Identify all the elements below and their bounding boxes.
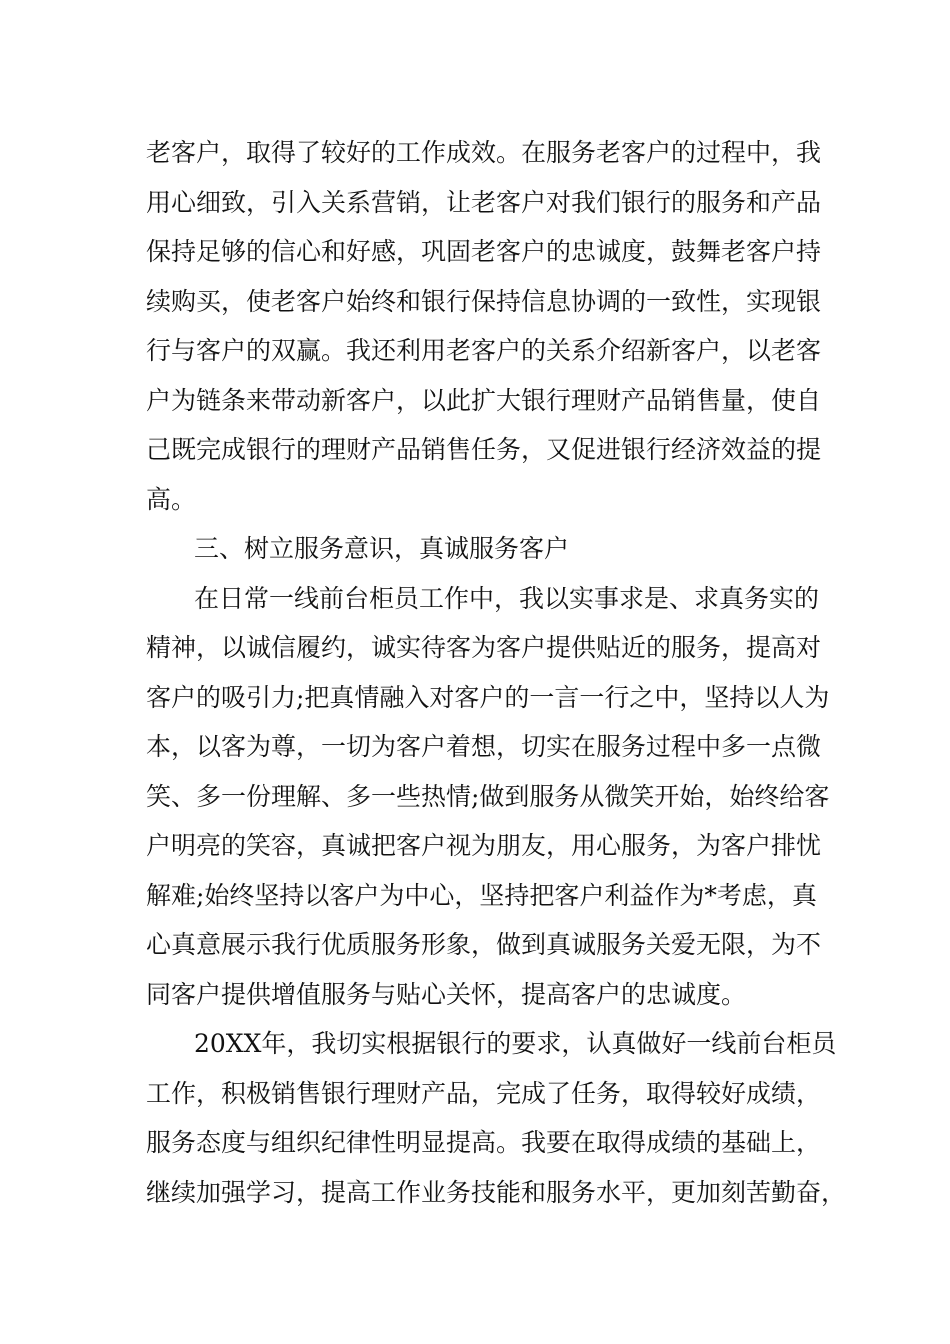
text-line: 精神，以诚信履约，诚实待客为客户提供贴近的服务，提高对 [146,633,822,662]
text-line: 己既完成银行的理财产品销售任务，又促进银行经济效益的提 [146,435,822,464]
text-line: 客户的吸引力;把真情融入对客户的一言一行之中，坚持以人为 [146,682,830,712]
text-line: 保持足够的信心和好感，巩固老客户的忠诚度，鼓舞老客户持 [146,237,822,266]
text-line: 笑、多一份理解、多一些热情;做到服务从微笑开始，始终给客 [146,781,830,811]
text-line: 继续加强学习，提高工作业务技能和服务水平，更加刻苦勤奋， [146,1177,847,1207]
text-line: 续购买，使老客户始终和银行保持信息协调的一致性，实现银 [146,286,822,316]
body-text [146,128,847,1217]
text-line: 20XX年，我切实根据银行的要求，认真做好一线前台柜员 [194,1029,837,1058]
text-line: 老客户，取得了较好的工作成效。在服务老客户的过程中，我 [146,138,822,167]
text-line: 户明亮的笑容，真诚把客户视为朋友，用心服务，为客户排忧 [146,831,822,860]
text-line: 高。 [146,484,197,514]
text-line: 同客户提供增值服务与贴心关怀，提高客户的忠诚度。 [146,979,747,1009]
text-line: 三、树立服务意识，真诚服务客户 [194,534,570,563]
text-line: 心真意展示我行优质服务形象，做到真诚服务关爱无限，为不 [146,930,822,959]
text-line: 工作，积极销售银行理财产品，完成了任务，取得较好成绩， [146,1078,822,1108]
text-line: 解难;始终坚持以客户为中心，坚持把客户利益作为*考虑，真 [146,880,817,910]
text-line: 户为链条来带动新客户，以此扩大银行理财产品销售量，使自 [146,385,822,415]
text-line: 行与客户的双赢。我还利用老客户的关系介绍新客户，以老客 [146,336,822,365]
text-line: 在日常一线前台柜员工作中，我以实事求是、求真务实的 [194,583,820,613]
text-line: 服务态度与组织纪律性明显提高。我要在取得成绩的基础上， [146,1128,822,1157]
text-line: 用心细致，引入关系营销，让老客户对我们银行的服务和产品 [146,187,822,217]
text-line: 本，以客为尊，一切为客户着想，切实在服务过程中多一点微 [146,732,822,761]
